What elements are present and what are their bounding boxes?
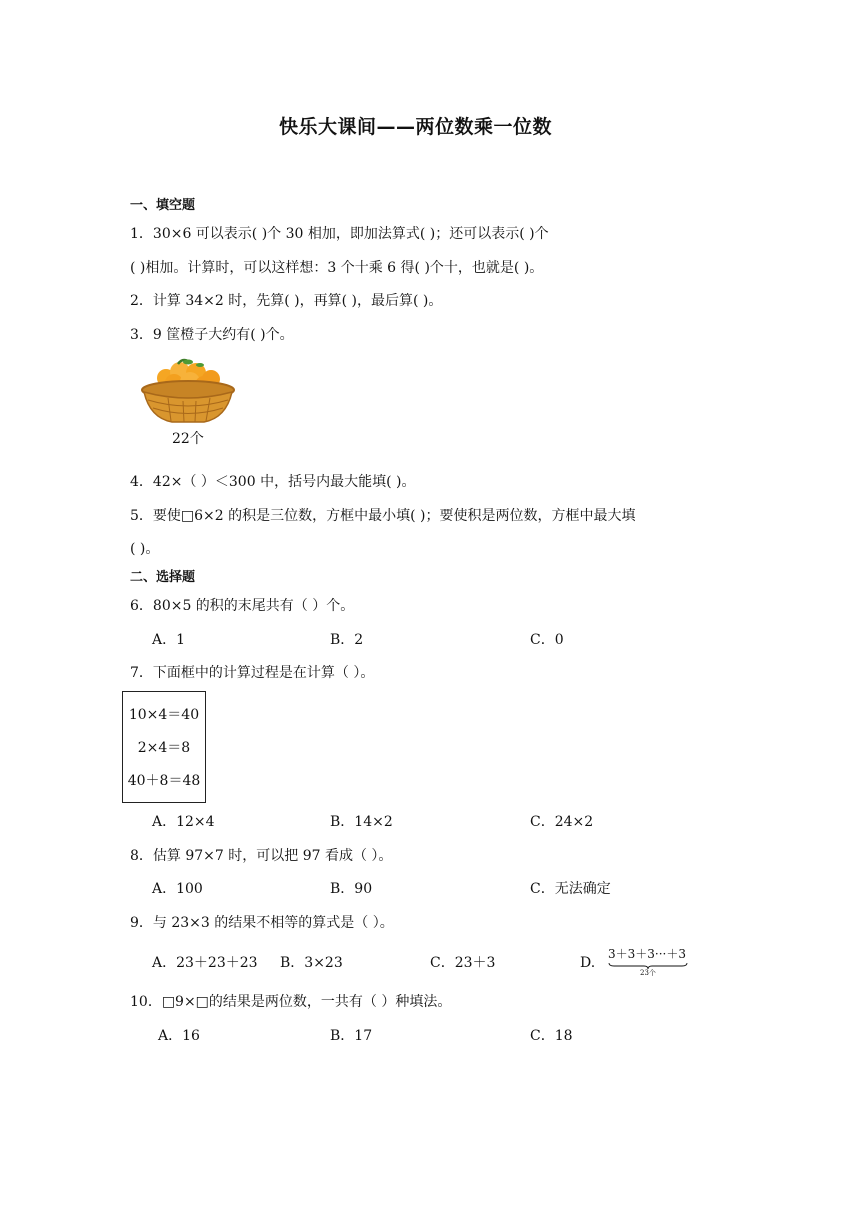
calc-step-2: 2×4＝8	[137, 740, 191, 756]
section-heading-fill-blank: 一、填空题	[130, 198, 196, 213]
q9-option-b: B．3×23	[280, 955, 343, 971]
question-6: 6．80×5 的积的末尾共有（ ）个。	[130, 598, 355, 614]
q10-option-b: B．17	[330, 1028, 373, 1044]
q6-option-a: A．1	[152, 632, 186, 648]
q6-option-c: C．0	[530, 632, 564, 648]
q9-option-a: A．23＋23＋23	[152, 955, 258, 971]
q8-option-b: B．90	[330, 881, 373, 897]
q9-option-c: C．23＋3	[430, 955, 496, 971]
q8-option-a: A．100	[152, 881, 203, 897]
basket-count-label: 22个	[172, 431, 204, 447]
q7-option-a: A．12×4	[152, 814, 215, 830]
calc-step-1: 10×4＝40	[128, 707, 200, 723]
q7-option-c: C．24×2	[530, 814, 594, 830]
question-2: 2．计算 34×2 时，先算( )，再算( )，最后算( )。	[130, 293, 443, 309]
repeat-count-label: 23个	[640, 969, 656, 977]
question-9: 9．与 23×3 的结果不相等的算式是（ ）。	[130, 915, 394, 931]
section-heading-choice: 二、选择题	[130, 570, 196, 585]
question-1-line-1: 1．30×6 可以表示( )个 30 相加，即加法算式( )；还可以表示( )个	[130, 226, 549, 242]
calc-step-3: 40＋8＝48	[127, 773, 201, 789]
calculation-box	[122, 691, 206, 803]
q9-option-d: D.	[580, 955, 596, 971]
question-5-line-2: ( )。	[130, 541, 160, 557]
question-1-line-2: ( )相加。计算时，可以这样想：3 个十乘 6 得( )个十，也就是( )。	[130, 260, 544, 276]
question-3: 3．9 筐橙子大约有( )个。	[130, 327, 294, 343]
q9-option-d-expression	[606, 946, 692, 980]
orange-basket-image	[138, 356, 238, 431]
question-8: 8．估算 97×7 时，可以把 97 看成（ ）。	[130, 848, 393, 864]
question-7: 7．下面框中的计算过程是在计算（ ）。	[130, 665, 375, 681]
q10-option-a: A．16	[158, 1028, 200, 1044]
q8-option-c: C．无法确定	[530, 881, 611, 897]
q7-option-b: B．14×2	[330, 814, 393, 830]
question-10: 10．□9×□的结果是两位数，一共有（ ）种填法。	[130, 994, 452, 1010]
question-5-line-1: 5．要使□6×2 的积是三位数，方框中最小填( )；要使积是两位数，方框中最大填	[130, 508, 636, 524]
repeated-sum-expression: 3＋3＋3···＋3	[608, 947, 686, 961]
q10-option-c: C．18	[530, 1028, 573, 1044]
q6-option-b: B．2	[330, 632, 364, 648]
page-title: 快乐大课间——两位数乘一位数	[279, 116, 553, 138]
question-4: 4．42×（ ）＜300 中，括号内最大能填( )。	[130, 474, 416, 490]
